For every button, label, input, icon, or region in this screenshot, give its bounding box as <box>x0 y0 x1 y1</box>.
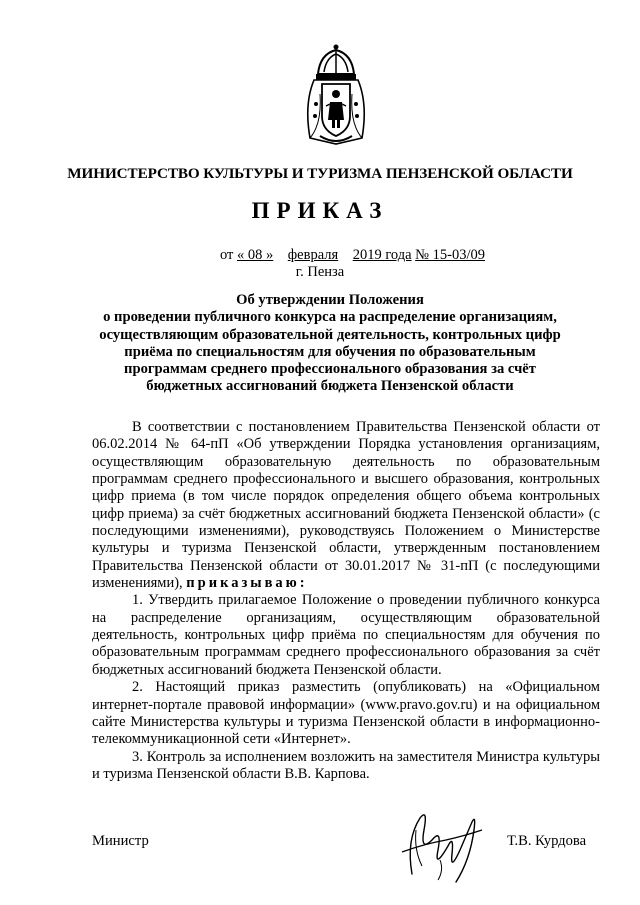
subject-line: о проведении публичного конкурса на распределение организациям, <box>103 309 557 326</box>
order-body <box>92 419 600 783</box>
subject-line: бюджетных ассигнований бюджета Пензенской области <box>146 378 514 395</box>
handwritten-signature-icon <box>394 800 489 888</box>
item-3: 3. Контроль за исполнением возложить на заместителя Министра культуры и туризма Пензенской области В.В. Карпова. <box>92 748 600 782</box>
subject-line: приёма по специальностям для обучения по образовательным <box>124 343 536 360</box>
coat-of-arms-icon <box>302 44 370 146</box>
preamble-paragraph <box>92 419 600 592</box>
order-year: 2019 года <box>352 247 412 263</box>
order-number: № 15-03/09 <box>415 247 485 263</box>
ministry-name: МИНИСТЕРСТВО КУЛЬТУРЫ И ТУРИЗМА ПЕНЗЕНСКОЙ ОБЛАСТИ <box>67 165 573 182</box>
subject-line: программам среднего профессионального образования за счёт <box>124 361 536 378</box>
preamble-text: В соответствии с постановлением Правительства Пензенской области от 06.02.2014 № 64-пП «Об утверждении Порядка установления организациям, осуществляющим образовательную деятельность по образовательным программам среднего профессионального и высшего образования, контрольных цифр приема (в том числе порядок определения общего объема контрольных цифр приема) за счёт бюджетных ассигнований бюджета Пензенской области» (с последующими изменениями), руководствуясь Положением о Министерстве культуры и туризма Пензенской области, утвержденным постановлением Правительства Пензенской области от 30.01.2017 № 31-пП (с последующими изменениями), <box>92 419 600 592</box>
subject-line: Об утверждении Положения <box>236 292 424 308</box>
order-month: февраля <box>287 247 339 263</box>
city: г. Пенза <box>295 264 345 280</box>
item-1: 1. Утвердить прилагаемое Положение о проведении публичного конкурса на распределение организациям, осуществляющим образовательной деятельность, контрольных цифр приёма по специальностям для обучения по образовательным программам среднего профессионального образования за счёт бюджетных ассигнований бюджета Пензенской области. <box>92 592 600 678</box>
order-prefix: от <box>220 247 234 263</box>
command-word: приказываю: <box>186 575 308 592</box>
order-day: « 08 » <box>237 247 274 263</box>
document-type-title: ПРИКАЗ <box>251 198 389 223</box>
item-2: 2. Настоящий приказ разместить (опубликовать) на «Официальном интернет-портале правовой информации» (www.pravo.gov.ru) и на официальном сайте Министерства культуры и туризма Пензенской области в информационно-телекоммуникационной сети «Интернет». <box>92 679 600 748</box>
signatory-name: Т.В. Курдова <box>507 833 587 849</box>
order-subject <box>80 292 580 396</box>
subject-line: осуществляющим образовательной деятельность, контрольных цифр <box>99 326 561 343</box>
order-date-number <box>220 247 485 264</box>
signatory-position: Министр <box>92 833 149 849</box>
